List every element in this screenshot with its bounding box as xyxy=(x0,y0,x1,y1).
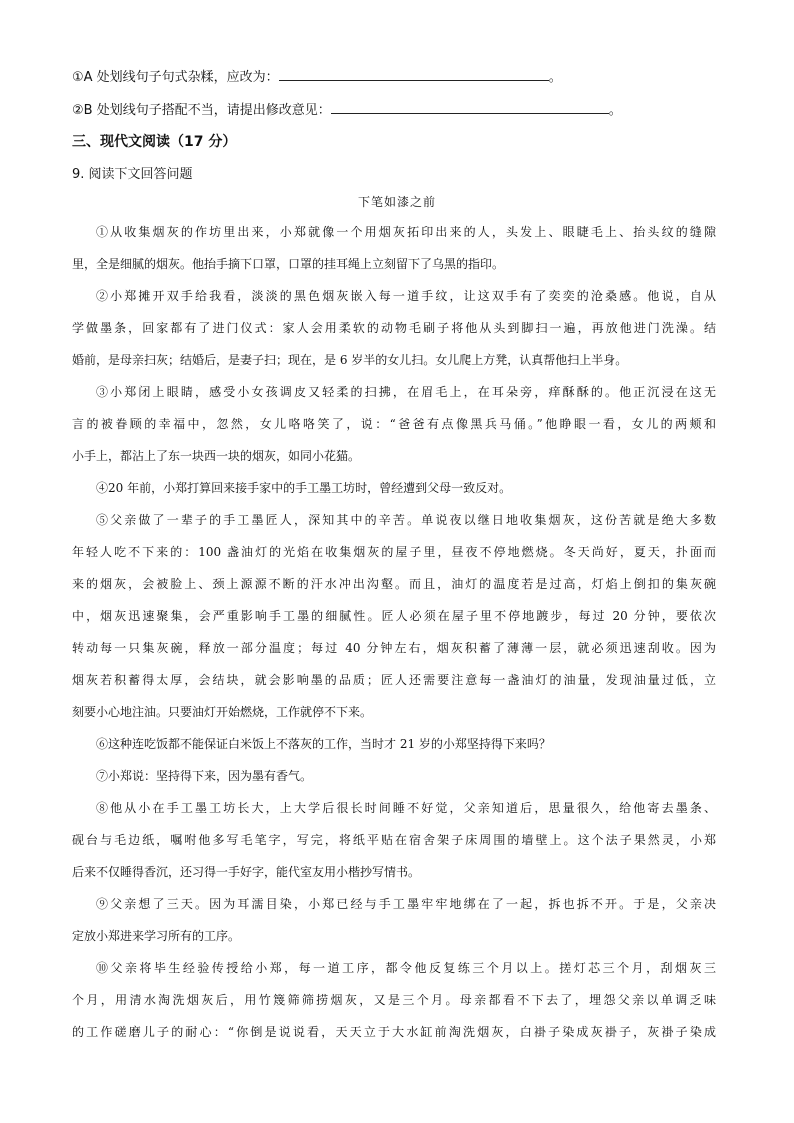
article-line: ③小郑闭上眼睛，感受小女孩调皮又轻柔的扫拂，在眉毛上，在耳朵旁，痒酥酥的。他正沉浸在这无 xyxy=(96,385,716,399)
article-line: ⑩父亲将毕生经验传授给小郑，每一道工序，都令他反复练三个月以上。搓灯芯三个月，刮烟灰三 xyxy=(96,961,716,975)
question-1-end: 。 xyxy=(548,70,562,85)
article-line: 定放小郑进来学习所有的工序。 xyxy=(72,929,241,943)
article-line: 的工作磋磨儿子的耐心：“你倒是说说看，天天立于大水缸前淘洗烟灰，白褂子染成灰褂子，灰褂子染成 xyxy=(72,1025,716,1039)
question-2-text: ②B 处划线句子搭配不当，请提出修改意见： xyxy=(72,103,331,118)
article-line: 转动每一只集灰碗，释放一部分温度；每过 40 分钟左右，烟灰积蓄了薄薄一层，就必须迅速刮收。因为 xyxy=(72,641,716,655)
question-item-2 xyxy=(72,101,622,119)
article-line: 里，全是细腻的烟灰。他抬手摘下口罩，口罩的挂耳绳上立刻留下了乌黑的指印。 xyxy=(72,257,505,271)
article-line: ②小郑摊开双手给我看，淡淡的黑色烟灰嵌入每一道手纹，让这双手有了奕奕的沧桑感。他说，自从 xyxy=(96,289,716,303)
article-line: 言的被眷顾的幸福中，忽然，女儿咯咯笑了，说：“爸爸有点像黑兵马俑。”他睁眼一看，女儿的两颊和 xyxy=(72,417,716,431)
article-line: 烟灰若积蓄得太厚，会结块，就会影响墨的品质；匠人还需要注意每一盏油灯的油量，发现油量过低，立 xyxy=(72,673,716,687)
article-line: ④20 年前，小郑打算回来接手家中的手工墨工坊时，曾经遭到父母一致反对。 xyxy=(96,481,512,495)
article-line: 小手上，都沾上了东一块西一块的烟灰，如同小花猫。 xyxy=(72,449,361,463)
article-line: 中，烟灰迅速聚集，会严重影响手工墨的细腻性。匠人必须在屋子里不停地踱步，每过 20 分钟，要依次 xyxy=(72,609,716,623)
question-1-text: ①A 处划线句子句式杂糅，应改为： xyxy=(72,70,279,85)
article-line: ⑦小郑说：坚持得下来，因为墨有香气。 xyxy=(96,769,313,783)
article-line: 来的烟灰，会被脸上、颈上源源不断的汗水冲出沟壑。而且，油灯的温度若是过高，灯焰上倒扣的集灰碗 xyxy=(72,577,716,591)
section-title: 三、现代文阅读（17 分） xyxy=(72,134,237,150)
article-line: 学做墨条，回家都有了进门仪式：家人会用柔软的动物毛刷子将他从头到脚扫一遍，再放他进门洗澡。结 xyxy=(72,321,716,335)
article-line: ⑧他从小在手工墨工坊长大，上大学后很长时间睡不好觉，父亲知道后，思量很久，给他寄去墨条、 xyxy=(96,801,716,815)
article-line: ⑥这种连吃饭都不能保证白米饭上不落灰的工作，当时才 21 岁的小郑坚持得下来吗？ xyxy=(96,737,551,751)
answer-blank-1[interactable] xyxy=(279,68,549,81)
question-2-end: 。 xyxy=(608,103,622,118)
article-title: 下笔如漆之前 xyxy=(357,195,436,209)
article-line: 个月，用清水淘洗烟灰后，用竹篾筛筛捞烟灰，又是三个月。母亲都看不下去了，埋怨父亲以单调乏味 xyxy=(72,993,716,1007)
article-line: ⑨父亲想了三天。因为耳濡目染，小郑已经与手工墨牢牢地绑在了一起，拆也拆不开。于是，父亲决 xyxy=(96,897,716,911)
question-9-label: 9. 阅读下文回答问题 xyxy=(72,167,193,182)
question-item-1 xyxy=(72,68,562,86)
article-line: 刻要小心地注油。只要油灯开始燃烧，工作就停不下来。 xyxy=(72,705,373,719)
article-line: 后来不仅睡得香沉，还习得一手好字，能代室友用小楷抄写情书。 xyxy=(72,865,421,879)
article-line: 年轻人吃不下来的：100 盏油灯的光焰在收集烟灰的屋子里，昼夜不停地燃烧。冬天尚好，夏天，扑面而 xyxy=(72,545,716,559)
answer-blank-2[interactable] xyxy=(331,101,609,114)
article-line: 砚台与毛边纸，嘱咐他多写毛笔字，写完，将纸平贴在宿舍架子床周围的墙壁上。这个法子果然灵，小郑 xyxy=(72,833,716,847)
article-line: ⑤父亲做了一辈子的手工墨匠人，深知其中的辛苦。单说夜以继日地收集烟灰，这份苦就是绝大多数 xyxy=(96,513,716,527)
article-line: ①从收集烟灰的作坊里出来，小郑就像一个用烟灰拓印出来的人，头发上、眼睫毛上、抬头纹的缝隙 xyxy=(96,225,716,239)
article-line: 婚前，是母亲扫灰；结婚后，是妻子扫；现在，是 6 岁半的女儿扫。女儿爬上方凳，认真帮他扫上半身。 xyxy=(72,353,628,367)
